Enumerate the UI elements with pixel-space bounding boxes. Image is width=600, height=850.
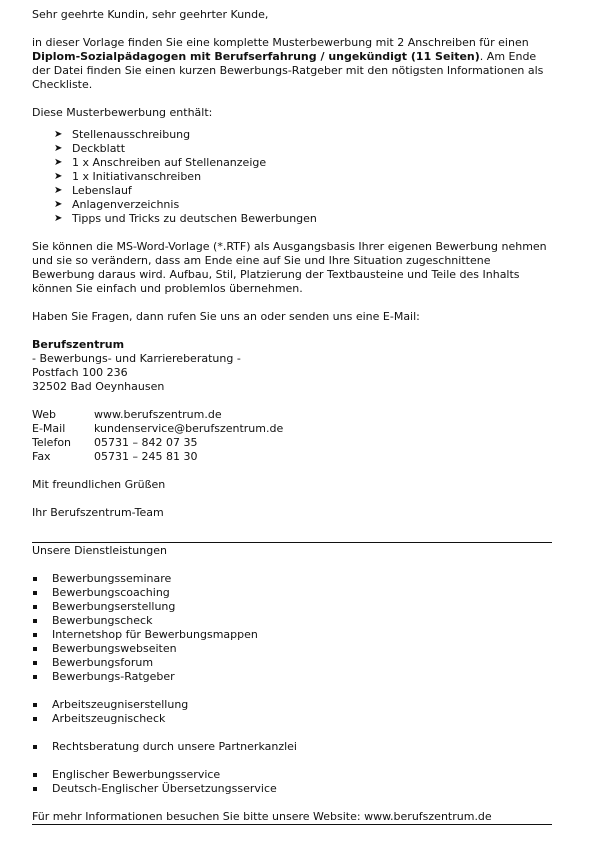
arrow-bullet-icon: ➤ (54, 157, 63, 168)
services-group (32, 740, 552, 754)
intro-text-end: . Am Ende der Datei finden Sie einen kurzen Bewerbungs-Ratgeber mit den nötigsten Informationen als Checkliste. (32, 50, 544, 91)
square-bullet-icon (33, 661, 37, 665)
services-group (32, 572, 552, 684)
signature: Ihr Berufszentrum-Team (32, 506, 164, 519)
square-bullet-icon (33, 787, 37, 791)
usage-paragraph: Sie können die MS-Word-Vorlage (*.RTF) als Ausgangsbasis Ihrer eigenen Bewerbung nehmen und sie so verändern, dass am Ende eine auf Sie und Ihre Situation zugeschnittene Bewerbung daraus wird. Aufbau, Stil, Platzierung der Textbausteine und Teile des Inhalts können Sie einfach und problemlos übernehmen. (32, 240, 547, 295)
document-page (32, 8, 552, 825)
service-list-item (32, 642, 552, 656)
services-section (32, 572, 552, 796)
contact-row (32, 450, 552, 464)
service-list-item (32, 600, 552, 614)
contents-item-label: Tipps und Tricks zu deutschen Bewerbungen (72, 212, 317, 225)
contents-list-item (32, 170, 552, 184)
section-divider-top (32, 542, 552, 543)
service-list-item (32, 782, 552, 796)
contents-list-item (32, 128, 552, 142)
service-list-item (32, 656, 552, 670)
service-item-label: Bewerbungs-Ratgeber (52, 670, 175, 683)
section-divider-bottom (32, 824, 552, 825)
contact-label: Telefon (32, 436, 72, 449)
arrow-bullet-icon: ➤ (54, 213, 63, 224)
service-item-label: Englischer Bewerbungsservice (52, 768, 221, 781)
square-bullet-icon (33, 619, 37, 623)
contents-item-label: Deckblatt (72, 142, 126, 155)
service-item-label: Arbeitszeugniserstellung (52, 698, 189, 711)
square-bullet-icon (33, 675, 37, 679)
contents-list-item (32, 142, 552, 156)
intro-paragraph (32, 36, 552, 92)
square-bullet-icon (33, 647, 37, 651)
square-bullet-icon (33, 717, 37, 721)
company-city: 32502 Bad Oeynhausen (32, 380, 165, 393)
contact-value: www.berufszentrum.de (94, 408, 222, 421)
contents-list-item (32, 156, 552, 170)
service-item-label: Deutsch-Englischer Übersetzungsservice (52, 782, 277, 795)
regards: Mit freundlichen Grüßen (32, 478, 166, 491)
arrow-bullet-icon: ➤ (54, 129, 63, 140)
arrow-bullet-icon: ➤ (54, 171, 63, 182)
square-bullet-icon (33, 773, 37, 777)
contents-item-label: Anlagenverzeichnis (72, 198, 180, 211)
square-bullet-icon (33, 577, 37, 581)
services-group (32, 698, 552, 726)
arrow-bullet-icon: ➤ (54, 199, 63, 210)
footer-website-note: Für mehr Informationen besuchen Sie bitte unsere Website: www.berufszentrum.de (32, 810, 492, 823)
contents-item-label: 1 x Anschreiben auf Stellenanzeige (72, 156, 267, 169)
arrow-bullet-icon: ➤ (54, 143, 63, 154)
square-bullet-icon (33, 703, 37, 707)
contact-table (32, 408, 552, 464)
service-item-label: Rechtsberatung durch unsere Partnerkanzlei (52, 740, 297, 753)
contact-row (32, 436, 552, 450)
contents-item-label: Stellenausschreibung (72, 128, 191, 141)
contents-item-label: Lebenslauf (72, 184, 132, 197)
contact-label: Web (32, 408, 56, 421)
service-list-item (32, 614, 552, 628)
contact-label: E-Mail (32, 422, 66, 435)
service-item-label: Bewerbungscheck (52, 614, 153, 627)
contact-value: kundenservice@berufszentrum.de (94, 422, 284, 435)
contact-row (32, 422, 552, 436)
intro-bold-title: Diplom-Sozialpädagogen mit Berufserfahrung / ungekündigt (11 Seiten) (32, 50, 480, 63)
services-group (32, 768, 552, 796)
contact-label: Fax (32, 450, 51, 463)
greeting: Sehr geehrte Kundin, sehr geehrter Kunde, (32, 8, 269, 21)
square-bullet-icon (33, 745, 37, 749)
intro-text-start: in dieser Vorlage finden Sie eine komplette Musterbewerbung mit 2 Anschreiben für einen (32, 36, 529, 49)
questions-paragraph: Haben Sie Fragen, dann rufen Sie uns an oder senden uns eine E-Mail: (32, 310, 420, 323)
service-item-label: Bewerbungswebseiten (52, 642, 177, 655)
service-list-item (32, 670, 552, 684)
service-list-item (32, 740, 552, 754)
service-list-item (32, 712, 552, 726)
company-tagline: - Bewerbungs- und Karriereberatung - (32, 352, 241, 365)
square-bullet-icon (33, 633, 37, 637)
service-item-label: Bewerbungscoaching (52, 586, 170, 599)
company-name: Berufszentrum (32, 338, 125, 351)
arrow-bullet-icon: ➤ (54, 185, 63, 196)
service-list-item (32, 768, 552, 782)
contact-value: 05731 – 842 07 35 (94, 436, 198, 449)
services-heading: Unsere Dienstleistungen (32, 544, 167, 557)
contents-item-label: 1 x Initiativanschreiben (72, 170, 202, 183)
service-item-label: Bewerbungsseminare (52, 572, 172, 585)
contact-row (32, 408, 552, 422)
contact-value: 05731 – 245 81 30 (94, 450, 198, 463)
service-list-item (32, 628, 552, 642)
contents-list-item (32, 212, 552, 226)
square-bullet-icon (33, 591, 37, 595)
square-bullet-icon (33, 605, 37, 609)
service-list-item (32, 586, 552, 600)
contents-list (32, 128, 552, 226)
service-item-label: Bewerbungsforum (52, 656, 154, 669)
service-list-item (32, 572, 552, 586)
service-list-item (32, 698, 552, 712)
company-po-box: Postfach 100 236 (32, 366, 128, 379)
service-item-label: Bewerbungserstellung (52, 600, 176, 613)
contents-list-item (32, 198, 552, 212)
service-item-label: Internetshop für Bewerbungsmappen (52, 628, 258, 641)
contents-heading: Diese Musterbewerbung enthält: (32, 106, 213, 119)
service-item-label: Arbeitszeugnischeck (52, 712, 166, 725)
contents-list-item (32, 184, 552, 198)
